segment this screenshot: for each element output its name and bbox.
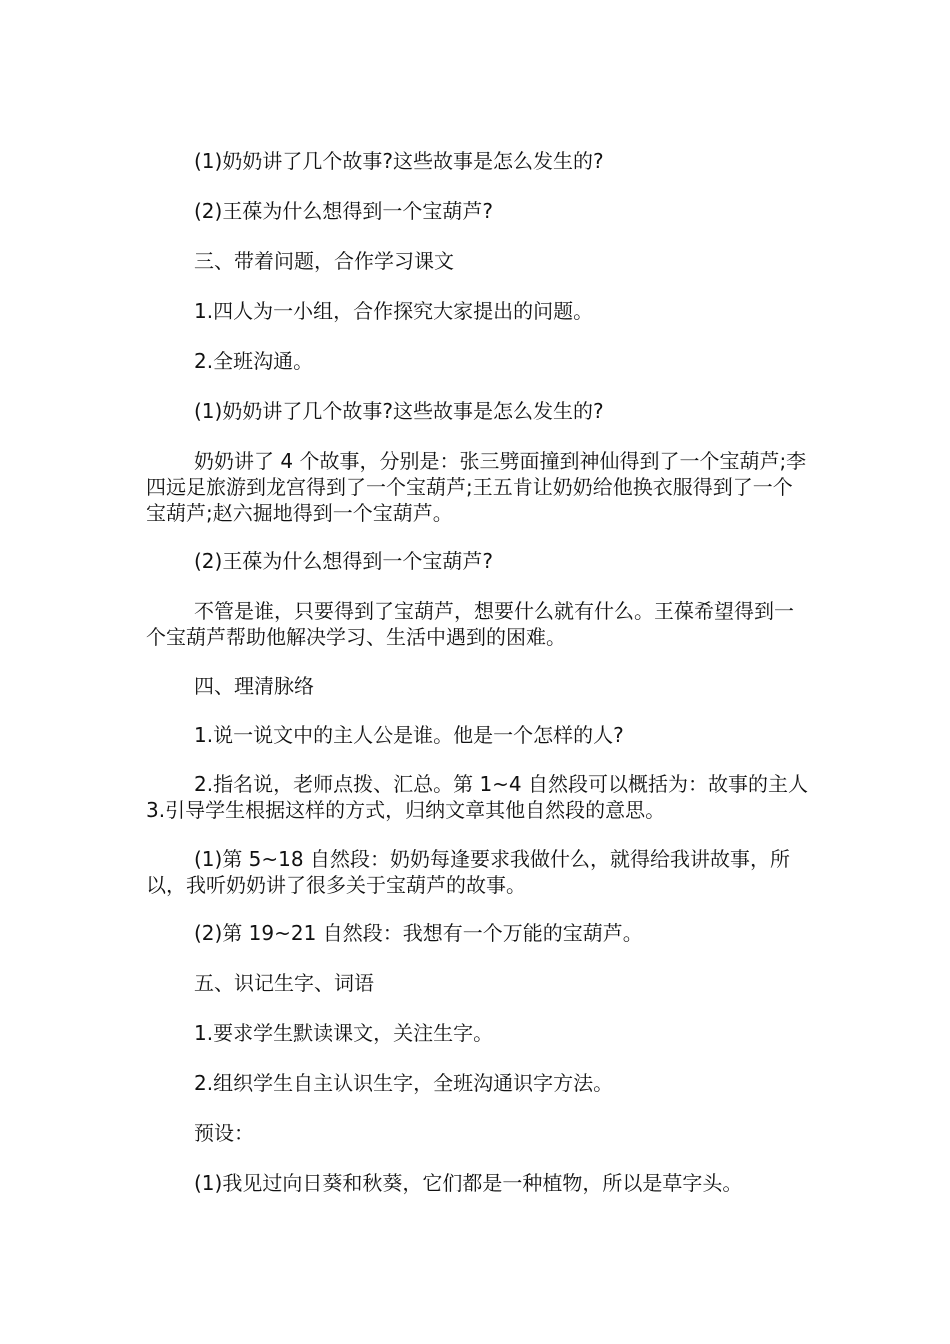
paragraph-11: 1.说一说文中的主人公是谁。他是一个怎样的人?: [194, 723, 624, 747]
paragraph-7: 奶奶讲了 4 个故事，分别是：张三劈面撞到神仙得到了一个宝葫芦;李四远足旅游到龙宫得到了一个宝葫芦;王五肯让奶奶给他换衣服得到了一个宝葫芦;赵六掘地得到一个宝葫芦。: [146, 449, 807, 525]
paragraph-15: 五、识记生字、词语: [194, 971, 374, 995]
paragraph-17: 2.组织学生自主认识生字，全班沟通识字方法。: [194, 1071, 614, 1095]
paragraph-3: 三、带着问题，合作学习课文: [194, 249, 454, 273]
paragraph-14: (2)第 19~21 自然段：我想有一个万能的宝葫芦。: [194, 921, 643, 945]
paragraph-8: (2)王葆为什么想得到一个宝葫芦?: [194, 549, 493, 573]
paragraph-9: 不管是谁，只要得到了宝葫芦，想要什么就有什么。王葆希望得到一个宝葫芦帮助他解决学习、生活中遇到的困难。: [146, 599, 794, 649]
paragraph-1: (1)奶奶讲了几个故事?这些故事是怎么发生的?: [194, 149, 604, 173]
paragraph-16: 1.要求学生默读课文，关注生字。: [194, 1021, 494, 1045]
paragraph-18: 预设：: [194, 1121, 254, 1145]
paragraph-4: 1.四人为一小组，合作探究大家提出的问题。: [194, 299, 594, 323]
paragraph-10: 四、理清脉络: [194, 674, 314, 698]
paragraph-5: 2.全班沟通。: [194, 349, 314, 373]
paragraph-13: (1)第 5~18 自然段：奶奶每逢要求我做什么，就得给我讲故事，所以，我听奶奶讲了很多关于宝葫芦的故事。: [146, 847, 790, 897]
paragraph-19: (1)我见过向日葵和秋葵，它们都是一种植物，所以是草字头。: [194, 1171, 743, 1195]
paragraph-12: 2.指名说，老师点拨、汇总。第 1~4 自然段可以概括为：故事的主人 3.引导学生根据这样的方式，归纳文章其他自然段的意思。: [146, 772, 809, 822]
paragraph-6: (1)奶奶讲了几个故事?这些故事是怎么发生的?: [194, 399, 604, 423]
paragraph-2: (2)王葆为什么想得到一个宝葫芦?: [194, 199, 493, 223]
